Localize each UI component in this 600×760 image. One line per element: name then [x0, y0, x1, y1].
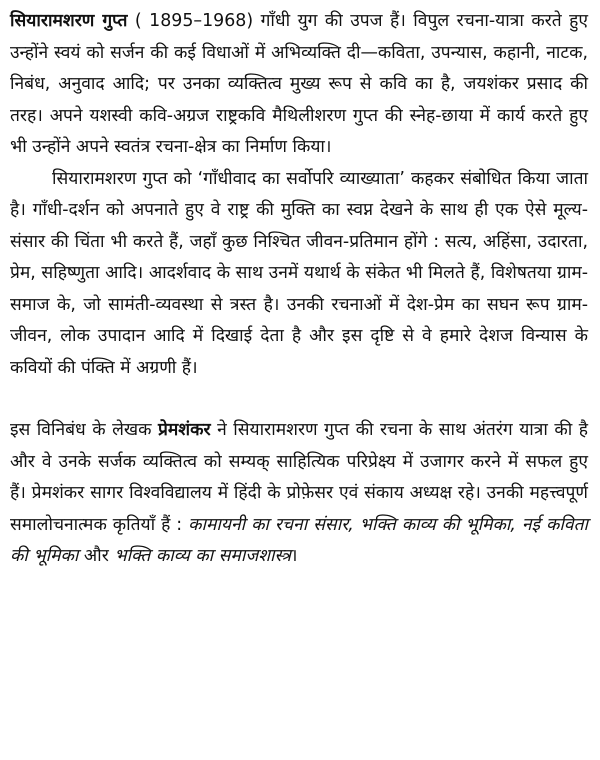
- paragraph-intro: [10, 6, 588, 164]
- paragraph-intro-text: गाँधी युग की उपज हैं। विपुल रचना-यात्रा करते हुए उन्होंने स्वयं को सर्जन की कई विधाओं में अभिव्यक्ति दी—कविता, उपन्यास, कहानी, नाटक, निबंध, अनुवाद आदि; पर उनका व्यक्तित्व मुख्य रूप से कवि का है, जयशंकर प्रसाद की तरह। अपने यशस्वी कवि-अग्रज राष्ट्रकवि मैथिलीशरण गुप्त की स्नेह-छाया में कार्य करते हुए भी उन्होंने अपने स्वतंत्र रचना-क्षेत्र का निर्माण किया।: [10, 11, 589, 157]
- paragraph-gandhism-text: सियारामशरण गुप्त को ‘गाँधीवाद का सर्वोपरि व्याख्याता’ कहकर संबोधित किया जाता है। गाँधी-दर्शन को अपनाते हुए वे राष्ट्र की मुक्ति का स्वप्न देखने के साथ ही एक ऐसे मूल्य-संसार की चिंता भी करते हैं, जहाँ कुछ निश्चित जीवन-प्रतिमान होंगे : सत्य, अहिंसा, उदारता, प्रेम, सहिष्णुता आदि। आदर्शवाद के साथ उनमें यथार्थ के संकेत भी मिलते हैं, विशेषतया ग्राम-समाज के, जो सामंती-व्यवस्था से त्रस्त है। उनकी रचनाओं में देश-प्रेम का सघन रूप ग्राम-जीवन, लोक उपादान आदि में दिखाई देता है और इस दृष्टि से वे हमारे देशज विन्यास के कवियों की पंक्ति में अग्रणी हैं।: [10, 168, 588, 378]
- author-description-text: ने सियारामशरण गुप्त की रचना के साथ अंतरंग यात्रा की है और वे उनके सर्जक व्यक्तित्व को सम्यक् साहित्यिक परिप्रेक्ष्य में उजागर करने में सफल हुए हैं। प्रेमशंकर सागर विश्वविद्यालय में हिंदी के प्रोफ़ेसर एवं संकाय अध्यक्ष रहे। उनकी महत्त्वपूर्ण समालोचनात्मक कृतियाँ हैं :: [10, 420, 589, 535]
- works-conjunction: और: [78, 546, 115, 566]
- paragraph-spacer: [10, 384, 588, 415]
- works-list: कामायनी का रचना संसार, भक्ति काव्य की भूमिका, नई कविता की भूमिका: [10, 514, 588, 566]
- author-name: प्रेमशंकर: [158, 420, 211, 440]
- subject-name: सियारामशरण गुप्त: [10, 11, 128, 31]
- works-last: भक्ति काव्य का समाजशास्त्र: [114, 546, 291, 566]
- subject-dates: ( 1895–1968): [127, 11, 261, 31]
- paragraph-end: ।: [290, 546, 298, 566]
- paragraph-gandhism: [10, 164, 588, 385]
- author-intro-text: इस विनिबंध के लेखक: [10, 420, 158, 440]
- paragraph-author: [10, 415, 588, 573]
